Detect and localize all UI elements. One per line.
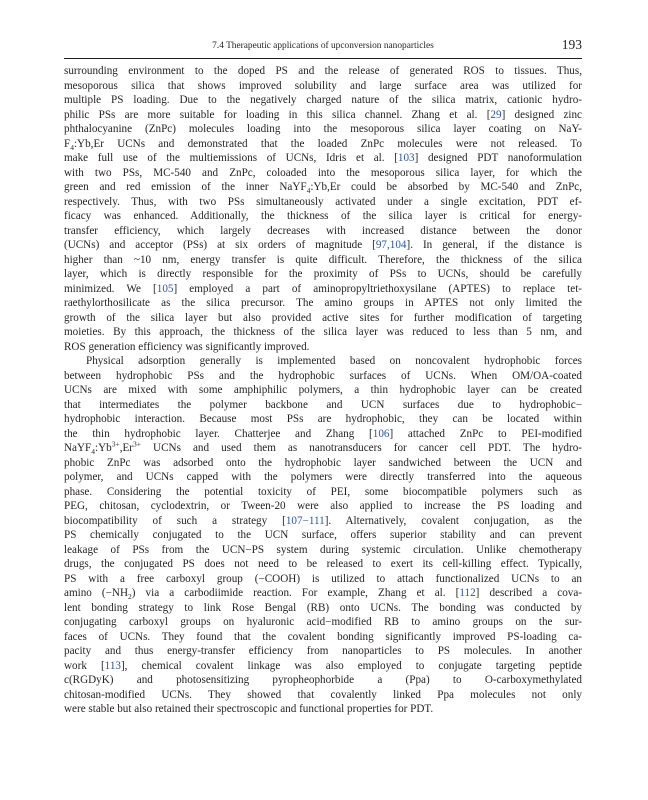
text-line: multiple PS loading. Due to the negatively charged nature of the silica matrix, cationic hydro- <box>64 94 582 106</box>
text-line: transfer efficiency, which largely decreases with increased distance between the donor <box>64 224 582 237</box>
text-line: that intermediates the polymer backbone and UCN surfaces due to hydrophobic− <box>64 398 582 411</box>
text-line: hydrophobic interaction. Because most PSs are hydrophobic, they can be located within <box>64 413 582 425</box>
text-line: with two PSs, MC-540 and ZnPc, coloaded into the mesoporous silica layer, for which the <box>64 166 582 179</box>
text-line: respectively. Thus, with two PSs simultaneously activated under a single excitation, PDT ef- <box>64 195 582 208</box>
text-line: amino $(-NH_2)$ via a carbodiimide reaction. For example, Zhang et al. [112] described a cova- <box>64 587 582 602</box>
text-line: ficacy was enhanced. Additionally, the thickness of the silica layer is critical for energy- <box>64 210 582 222</box>
text-line: $NaYF_4:Yb^{3+},Er^{3+}$ UCNs and used them as nanotransducers for cancer cell PDT. The hydro- <box>64 439 582 457</box>
text-line: surrounding environment to the doped PS and the release of generated ROS to tissues. Thus, <box>64 65 582 77</box>
text-line: PS with a free carboxyl group (−COOH) is utilized to attach functionalized UCNs to an <box>64 572 582 585</box>
text-line: phase. Considering the potential toxicity of PEI, some biocompatible polymers such as <box>64 485 582 498</box>
text-line: polymer, and UCNs capped with the polymers were directly transferred into the aqueous <box>64 471 582 483</box>
text-line: mesoporous silica that shows improved solubility and large surface area was utilized for <box>64 79 582 92</box>
text-line: the thin hydrophobic layer. Chatterjee and Zhang [106] attached ZnPc to PEI-modified <box>64 427 582 440</box>
paragraph-1 <box>64 64 582 354</box>
text-line: pacity and thus energy-transfer efficiency from nanoparticles to PS molecules. In another <box>64 645 582 657</box>
text-line: ROS generation efficiency was significantly improved. <box>64 340 310 353</box>
text-line: drugs, the conjugated PS does not need to be released to exert its cell-killing effect. Typically, <box>64 558 582 570</box>
text-line: lent bonding strategy to link Rose Bengal (RB) onto UCNs. The bonding was conducted by <box>64 601 582 614</box>
text-line: $F_4:Yb,Er$ UCNs and demonstrated that the loaded ZnPc molecules were not released. To <box>64 137 582 152</box>
text-line: conjugating carboxyl groups on hyaluronic acid−modified RB to amino groups on the sur- <box>64 616 582 628</box>
paragraph-2 <box>64 354 582 717</box>
text-line: phobic ZnPc was adsorbed onto the hydrophobic layer sandwiched between the UCN and <box>64 456 582 469</box>
text-line: layer, which is directly responsible for the proximity of PSs to UCNs, should be carefully <box>64 268 582 280</box>
page-header <box>64 37 582 57</box>
text-line: biocompatibility of such a strategy [107−111]. Alternatively, covalent conjugation, as the <box>64 514 582 527</box>
text-line: philic PSs are more suitable for loading in this silica channel. Zhang et al. [29] designed zinc <box>64 108 583 121</box>
text-line: green and red emission of the inner NaYF$_4$:Yb,Er could be absorbed by MC-540 and ZnPc, <box>64 181 583 196</box>
text-line: work [113], chemical covalent linkage was also employed to conjugate targeting peptide <box>64 659 582 672</box>
text-line: were stable but also retained their spectroscopic and functional properties for PDT. <box>64 703 434 715</box>
body-text <box>64 64 582 717</box>
text-line: chitosan-modified UCNs. They showed that covalently linked Ppa molecules not only <box>64 688 582 701</box>
text-line: UCNs are mixed with some amphiphilic polymers, a thin hydrophobic layer can be created <box>64 384 582 396</box>
text-line: between hydrophobic PSs and the hydrophobic surfaces of UCNs. When OM/OA-coated <box>64 369 582 382</box>
page-number: 193 <box>561 37 582 52</box>
text-line: phthalocyanine (ZnPc) molecules loading into the mesoporous silica layer coating on NaY- <box>64 123 582 135</box>
text-line: PS chemically conjugated to the UCN surface, offers superior stability and can prevent <box>64 529 582 541</box>
text-line: PEG, chitosan, cyclodextrin, or Tween-20 were also applied to increase the PS loading and <box>64 500 582 512</box>
text-line: growth of the silica layer but also provided active sites for further modification of targeting <box>64 311 582 324</box>
text-line: c(RGDyK) and photosensitizing pyropheophorbide a (Ppa) to O-carboxymethylated <box>64 674 582 686</box>
running-title: 7.4 Therapeutic applications of upconversion nanoparticles <box>212 41 434 51</box>
text-line: faces of UCNs. They found that the covalent bonding significantly improved PS-loading ca- <box>64 630 582 643</box>
text-line: minimized. We [105] employed a part of aminopropyltriethoxysilane (APTES) to replace tet- <box>64 282 582 295</box>
text-line: raethylorthosilicate as the silica precursor. The amino groups in APTES not only limited the <box>64 297 582 309</box>
text-line: make full use of the multiemissions of UCNs, Idris et al. [103] designed PDT nanoformulation <box>64 152 582 164</box>
text-line: moieties. By this approach, the thickness of the silica layer was reduced to less than 5 nm, and <box>64 326 582 338</box>
text-line: higher than ~10 nm, energy transfer is quite difficult. Therefore, the thickness of the silica <box>64 253 582 266</box>
text-line: leakage of PSs from the UCN−PS system during systemic circulation. Unlike chemotherapy <box>64 543 582 556</box>
text-line: (UCNs) and acceptor (PSs) at six orders of magnitude [97,104]. In general, if the distance is <box>64 239 582 251</box>
text-line: Physical adsorption generally is implemented based on noncovalent hydrophobic forces <box>86 355 582 367</box>
header-rule <box>64 58 582 59</box>
